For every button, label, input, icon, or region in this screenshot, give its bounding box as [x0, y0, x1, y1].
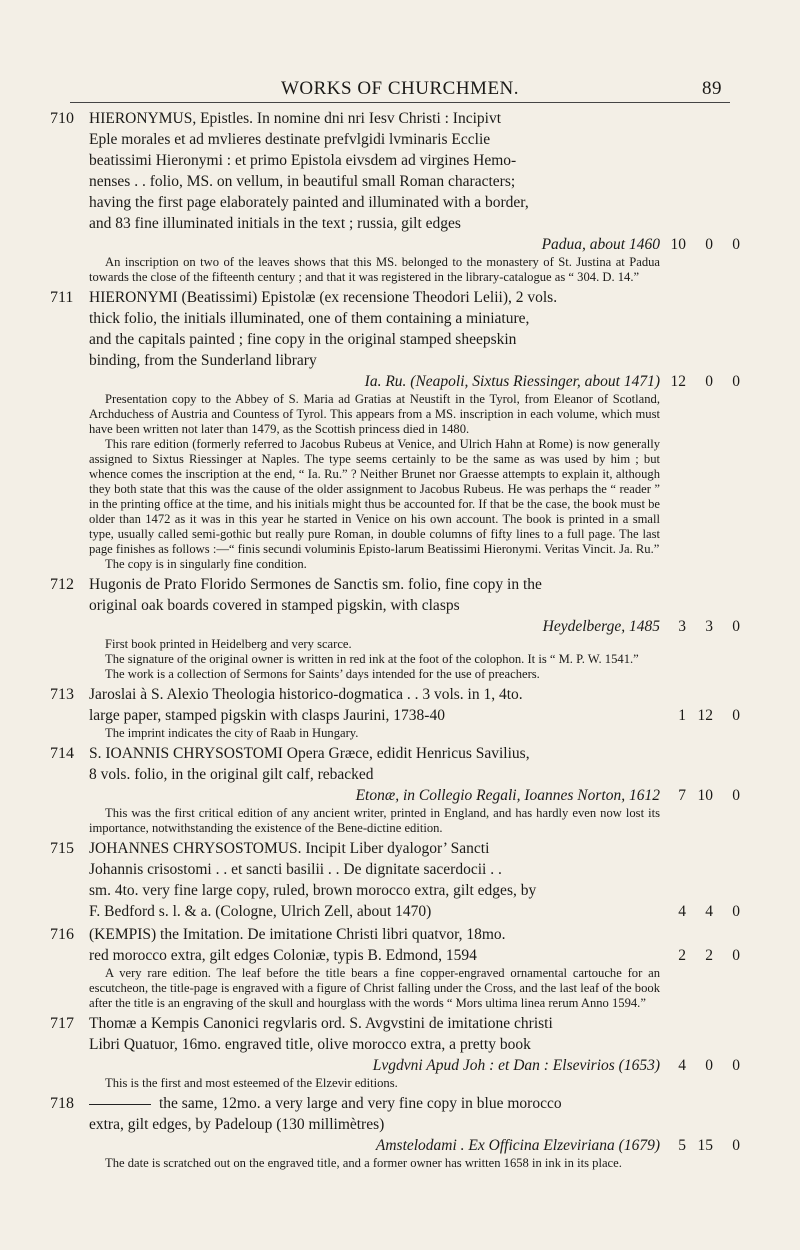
entry-note: This is the first and most esteemed of the Elzevir editions.: [105, 1076, 398, 1090]
imprint-line: Padua, about 1460: [541, 236, 660, 253]
description-line: having the first page elaborately painted and illuminated with a border,: [89, 194, 529, 211]
entry-note: The signature of the original owner is written in red ink at the foot of the colophon. It is “ M. P. W. 1541.”: [105, 652, 639, 666]
description-text: the same, 12mo. a very large and very fine copy in blue morocco: [159, 1095, 562, 1112]
price-pence: 0: [732, 707, 740, 724]
catalogue-entry: [50, 108, 740, 285]
entry-description: [89, 1013, 660, 1076]
description-line: binding, from the Sunderland library: [89, 352, 317, 369]
price-pounds: 3: [678, 618, 686, 635]
price-shillings: 3: [705, 618, 713, 635]
description-line: S. IOANNIS CHRYSOSTOMI Opera Græce, edidit Henricus Savilius,: [89, 745, 530, 762]
price-pounds: 4: [678, 903, 686, 920]
description-line: [89, 1093, 660, 1114]
description-line: Hugonis de Prato Florido Sermones de Sanctis sm. folio, fine copy in the: [89, 576, 542, 593]
entry-description: [89, 1093, 660, 1156]
description-line: extra, gilt edges, by Padeloup (130 millimètres): [89, 1116, 385, 1133]
catalogue-entry: [50, 743, 740, 836]
price-pence: 0: [732, 903, 740, 920]
entry-number: 712: [50, 576, 74, 593]
imprint-line: Amstelodami . Ex Officina Elzeviriana (1679): [375, 1137, 660, 1154]
catalogue-entry: [50, 838, 740, 922]
catalogue-entry: [50, 1093, 740, 1171]
imprint-line: Heydelberge, 1485: [542, 618, 660, 635]
description-line: Libri Quatuor, 16mo. engraved title, olive morocco extra, a pretty book: [89, 1036, 531, 1053]
entry-number: 716: [50, 926, 74, 943]
entry-note: This was the first critical edition of any ancient writer, printed in England, and has hardly even now lost its importance, notwithstanding the existence of the Bene-dictine edition.: [89, 806, 660, 835]
description-line: and 83 fine illuminated initials in the text ; russia, gilt edges: [89, 215, 461, 232]
price-shillings: 15: [697, 1137, 713, 1154]
imprint-line: Lvgdvni Apud Joh : et Dan : Elsevirios (1653): [372, 1057, 660, 1074]
description-line: and the capitals painted ; fine copy in the original stamped sheepskin: [89, 331, 517, 348]
entry-note: The imprint indicates the city of Raab in Hungary.: [105, 726, 359, 740]
description-line: sm. 4to. very fine large copy, ruled, brown morocco extra, gilt edges, by: [89, 882, 537, 899]
price: [662, 234, 740, 255]
description-line: red morocco extra, gilt edges Coloniæ, typis B. Edmond, 1594: [89, 947, 477, 964]
price: [662, 945, 740, 966]
entry-note: The date is scratched out on the engraved title, and a former owner has written 1658 in ink in its place.: [105, 1156, 622, 1170]
price-pence: 0: [732, 373, 740, 390]
price-pounds: 10: [670, 236, 686, 253]
imprint-line: Ia. Ru. (Neapoli, Sixtus Riessinger, about 1471): [364, 373, 660, 390]
price-shillings: 10: [697, 787, 713, 804]
entry-number: 718: [50, 1095, 74, 1112]
entry-note: The work is a collection of Sermons for Saints’ days intended for the use of preachers.: [105, 667, 540, 681]
entry-description: [89, 287, 660, 392]
entry-number: 713: [50, 686, 74, 703]
ditto-dash: [89, 1104, 151, 1105]
price-pence: 0: [732, 1137, 740, 1154]
entry-number: 711: [50, 289, 74, 306]
description-line: beatissimi Hieronymi : et primo Epistola eivsdem ad virgines Hemo-: [89, 152, 517, 169]
description-line: Johannis crisostomi . . et sancti basilii . . De dignitate sacerdocii . .: [89, 861, 502, 878]
imprint-line: Etonæ, in Collegio Regali, Ioannes Norton, 1612: [355, 787, 660, 804]
price: [662, 901, 740, 922]
description-line: (KEMPIS) the Imitation. De imitatione Christi libri quatvor, 18mo.: [89, 926, 506, 943]
entry-note: First book printed in Heidelberg and very scarce.: [105, 637, 352, 651]
description-line: 8 vols. folio, in the original gilt calf, rebacked: [89, 766, 374, 783]
entry-note: Presentation copy to the Abbey of S. Maria ad Gratias at Neustift in the Tyrol, from Eleanor of Scotland, Archduchess of Austria and Countess of Tyrol. This appears from a MS. inscription in each volume, which must have been written not later than 1479, as the Scottish princess died in 1480.: [89, 392, 660, 436]
description-line: original oak boards covered in stamped pigskin, with clasps: [89, 597, 460, 614]
price: [662, 705, 740, 726]
entry-description: [89, 684, 660, 726]
description-line: Jaroslai à S. Alexio Theologia historico-dogmatica . . 3 vols. in 1, 4to.: [89, 686, 523, 703]
price-pounds: 4: [678, 1057, 686, 1074]
price-shillings: 4: [705, 903, 713, 920]
catalogue-entry: [50, 574, 740, 682]
header-rule: [70, 102, 730, 103]
entries-list: [50, 108, 740, 1173]
price-pounds: 12: [670, 373, 686, 390]
price-shillings: 12: [697, 707, 713, 724]
entry-description: [89, 743, 660, 806]
price-pounds: 1: [678, 707, 686, 724]
price: [662, 1055, 740, 1076]
price-pounds: 5: [678, 1137, 686, 1154]
entry-note: The copy is in singularly fine condition.: [105, 557, 307, 571]
entry-description: [89, 108, 660, 255]
price-shillings: 2: [705, 947, 713, 964]
price-pence: 0: [732, 618, 740, 635]
price-pounds: 2: [678, 947, 686, 964]
price: [662, 616, 740, 637]
price: [662, 1135, 740, 1156]
entry-number: 717: [50, 1015, 74, 1032]
description-line: large paper, stamped pigskin with clasps Jaurini, 1738-40: [89, 707, 445, 724]
entry-note: This rare edition (formerly referred to Jacobus Rubeus at Venice, and Ulrich Hahn at Rome) is now generally assigned to Sixtus Riessinger at Naples. The type seems certainly to be the same as was used by him ; but whence comes the inscription at the end, “ Ia. Ru.” ? Neither Brunet nor Graesse attempts to explain it, although they both state that this was the cause of the older assignment to Jacobus Rubeus. He was perhaps the “ reader ” in the printing office at the time, and his initials might thus be accounted for. If that be the case, the book must be older than 1472 as it was in this year he started in Venice on his own account. The book is printed in a small type, usually called semi-gothic but really pure Roman, in double columns of fifty lines to a full page. The last page finishes as follows :—“ finis secundi voluminis Episto-larum Beatissimi Hieronymi. Veritas Vincit. Ja. Ru.”: [89, 437, 660, 556]
entry-description: [89, 838, 660, 922]
description-line: Eple morales et ad mvlieres destinate prefvlgidi lvminaris Ecclie: [89, 131, 491, 148]
price-pence: 0: [732, 787, 740, 804]
page-title: WORKS OF CHURCHMEN.: [280, 78, 520, 99]
catalogue-entry: [50, 924, 740, 1011]
entry-number: 715: [50, 840, 74, 857]
price: [662, 785, 740, 806]
price-pence: 0: [732, 236, 740, 253]
price-shillings: 0: [705, 1057, 713, 1074]
catalogue-entry: [50, 684, 740, 741]
page-number: 89: [702, 78, 722, 99]
description-line: HIERONYMUS, Epistles. In nomine dni nri Iesv Christi : Incipivt: [89, 110, 502, 127]
description-line: JOHANNES CHRYSOSTOMUS. Incipit Liber dyalogor’ Sancti: [89, 840, 490, 857]
entry-note: A very rare edition. The leaf before the title bears a fine copper-engraved ornamental cartouche for an escutcheon, the title-page is engraved with a figure of Christ falling under the Cross, and the last leaf of the book after the title is an engraving of the skull and hourglass with the words “ Mors ultima linea rerum Anno 1594.”: [89, 966, 660, 1010]
catalogue-entry: [50, 1013, 740, 1091]
description-line: nenses . . folio, MS. on vellum, in beautiful small Roman characters;: [89, 173, 516, 190]
catalogue-entry: [50, 287, 740, 572]
description-line: thick folio, the initials illuminated, one of them containing a miniature,: [89, 310, 530, 327]
price-pence: 0: [732, 1057, 740, 1074]
entry-description: [89, 574, 660, 637]
price-shillings: 0: [705, 236, 713, 253]
entry-number: 714: [50, 745, 74, 762]
price-pounds: 7: [678, 787, 686, 804]
description-line: Thomæ a Kempis Canonici regvlaris ord. S. Avgvstini de imitatione christi: [89, 1015, 553, 1032]
price-shillings: 0: [705, 373, 713, 390]
entry-description: [89, 924, 660, 966]
entry-number: 710: [50, 110, 74, 127]
description-line: HIERONYMI (Beatissimi) Epistolæ (ex recensione Theodori Lelii), 2 vols.: [89, 289, 558, 306]
description-line: F. Bedford s. l. & a. (Cologne, Ulrich Zell, about 1470): [89, 903, 432, 920]
entry-note: An inscription on two of the leaves shows that this MS. belonged to the monastery of St. Justina at Padua towards the close of the fifteenth century ; and that it was registered in the library-catalogue as “ 304. D. 14.”: [89, 255, 660, 284]
price: [662, 371, 740, 392]
price-pence: 0: [732, 947, 740, 964]
